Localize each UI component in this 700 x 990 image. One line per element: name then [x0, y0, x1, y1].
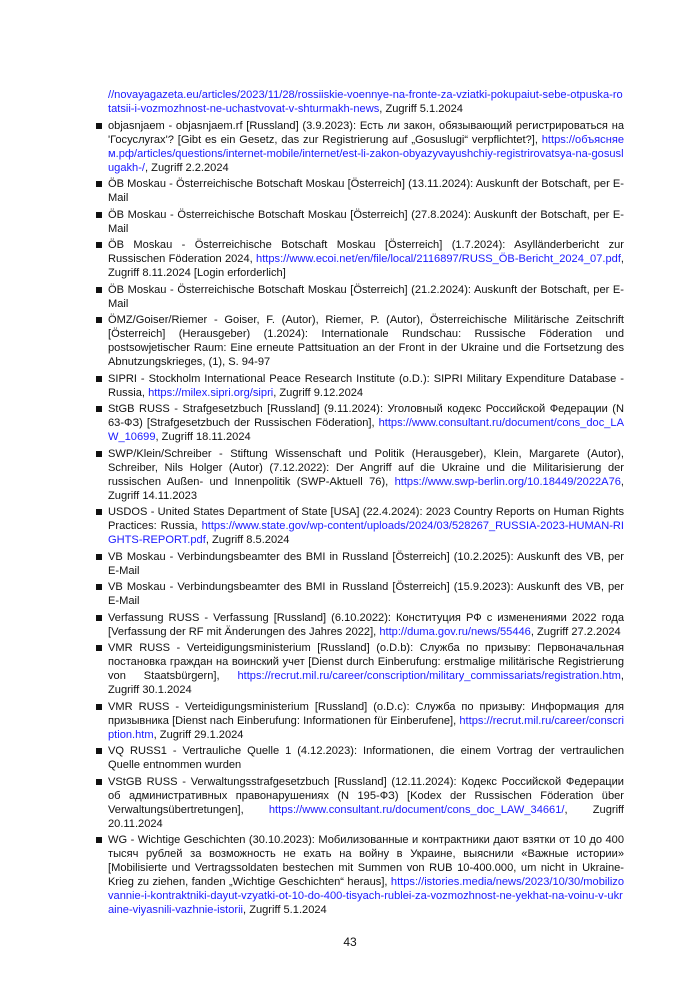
list-item [96, 550, 624, 578]
reference-text: ÖB Moskau - Österreichische Botschaft Moskau [Österreich] (1.7.2024): Asylländerbericht zur Russischen Föderation 2024, [108, 239, 624, 265]
bullet-icon [96, 748, 102, 754]
reference-link[interactable]: https://milex.sipri.org/sipri [148, 386, 274, 399]
reference-text: VMR RUSS - Verteidigungsministerium [Russland] (o.D.c): Служба по призыву: Информация для призывника [Dienst nach Einberufung: Informationen für Einberufene], [108, 700, 624, 727]
reference-link[interactable]: https://объясняем.рф/articles/questions/internet-mobile/internet/est-li-zakon-obyazyvayushchiy-registrirovatsya-na-gosuslugakh-/ [108, 133, 624, 174]
bullet-icon [96, 509, 102, 515]
bullet-icon [96, 212, 102, 218]
page-number: 43 [343, 935, 357, 949]
bullet-icon [96, 123, 102, 129]
reference-link[interactable]: //novayagazeta.eu/articles/2023/11/28/rossiiskie-voennye-na-fronte-za-vziatki-pokupaiut-sebe-otpuska-rotatsii-i-vozmozhnost-ne-uchastvovat-v-shturmakh-news [108, 89, 623, 115]
list-item [96, 641, 624, 697]
reference-text: objasnjaem - objasnjaem.rf [Russland] (3.9.2023): Есть ли закон, обязывающий регистрироваться на 'Госуслугах'? [Gibt es ein Gesetz, das zur Registrierung auf „Gosuslugi“ verpflichtet?], [108, 119, 624, 146]
reference-link[interactable]: https://www.consultant.ru/document/cons_doc_LAW_34661/ [268, 803, 565, 816]
reference-suffix: , Zugriff 9.12.2024 [273, 386, 364, 399]
reference-suffix: , Zugriff 14.11.2023 [108, 475, 624, 502]
reference-text: ÖB Moskau - Österreichische Botschaft Moskau [Österreich] (21.2.2024): Auskunft der Botschaft, per E-Mail [108, 283, 624, 310]
reference-text: USDOS - United States Department of State [USA] (22.4.2024): 2023 Country Reports on Human Rights Practices: Russia, [108, 506, 624, 532]
reference-text: SIPRI - Stockholm International Peace Research Institute (o.D.): SIPRI Military Expenditure Database - Russia, [108, 372, 624, 399]
bullet-icon [96, 584, 102, 590]
reference-suffix: , Zugriff 18.11.2024 [155, 431, 251, 443]
bullet-icon [96, 406, 102, 412]
bullet-icon [96, 615, 102, 621]
list-item [96, 833, 624, 917]
reference-suffix: , Zugriff 27.2.2024 [530, 625, 621, 638]
list-item [96, 505, 624, 547]
bullet-icon [96, 376, 102, 382]
list-item [96, 313, 624, 369]
list-item [96, 700, 624, 742]
reference-link[interactable]: https://istories.media/news/2023/10/30/mobilizovannie-i-kontraktniki-dayut-vzyatki-ot-10-do-400-tisyach-rublei-za-vozmozhnost-ne-yekhat-na-voinu-v-ukraine-viyasnili-vazhnie-istorii [108, 876, 624, 916]
list-item [96, 402, 624, 444]
list-item [96, 580, 624, 608]
reference-text: ÖB Moskau - Österreichische Botschaft Moskau [Österreich] (27.8.2024): Auskunft der Botschaft, per E-Mail [108, 208, 624, 235]
bullet-icon [96, 554, 102, 560]
reference-suffix: , Zugriff 29.1.2024 [153, 728, 244, 741]
bullet-icon [96, 181, 102, 187]
reference-list [96, 88, 624, 920]
bullet-icon [96, 837, 102, 843]
list-item [96, 447, 624, 503]
reference-suffix: , Zugriff 2.2.2024 [145, 161, 229, 174]
reference-suffix: , Zugriff 5.1.2024 [379, 103, 463, 115]
reference-text: SWP/Klein/Schreiber - Stiftung Wissenschaft und Politik (Herausgeber), Klein, Margarete (Autor), Schreiber, Nils Holger (Autor) (7.12.2022): Der Angriff auf die Ukraine und die Militarisierung der russischen Außen- und Innenpolitik (SWP-Aktuell 76), [108, 447, 624, 488]
bullet-icon [96, 645, 102, 651]
bullet-icon [96, 317, 102, 323]
reference-text: StGB RUSS - Strafgesetzbuch [Russland] (9.11.2024): Уголовный кодекс Российской Федерации (N 63-ФЗ) [Strafgesetzbuch der Russischen Föderation], [108, 403, 624, 429]
reference-link[interactable]: https://www.state.gov/wp-content/uploads/2024/03/528267_RUSSIA-2023-HUMAN-RIGHTS-REPORT.pdf [108, 520, 624, 546]
reference-link[interactable]: https://www.swp-berlin.org/10.18449/2022A76 [394, 475, 621, 488]
list-item [96, 744, 624, 772]
list-item [96, 372, 624, 400]
reference-text: WG - Wichtige Geschichten (30.10.2023): Мобилизованные и контрактники дают взятки от 10 до 400 тысяч рублей за возможность не ехать на войну в Украине, выяснили «Важные истории» [Mobilisierte und Vertragssoldaten bestechen mit Summen von RUB 10-400.000, um nicht in Ukraine-Krieg zu ziehen, fanden „Wichtige Geschichten“ heraus], [108, 834, 624, 888]
reference-suffix: , Zugriff 8.11.2024 [Login erforderlich] [108, 253, 624, 279]
reference-link[interactable]: https://www.ecoi.net/en/file/local/2116897/RUSS_ÖB-Bericht_2024_07.pdf [256, 253, 621, 265]
list-item [96, 238, 624, 280]
bullet-icon [96, 242, 102, 248]
reference-link[interactable]: https://recrut.mil.ru/career/conscription/military_commissariats/registration.htm [237, 670, 621, 682]
list-item [96, 283, 624, 311]
bullet-icon [96, 287, 102, 293]
reference-text: VStGB RUSS - Verwaltungsstrafgesetzbuch [Russland] (12.11.2024): Кодекс Российской Федерации об административных правонарушениях (N 195-ФЗ) [Kodex der Russischen Föderation über Verwaltungsübertretungen], [108, 775, 624, 816]
reference-suffix: , Zugriff 30.1.2024 [108, 670, 624, 696]
reference-suffix: , Zugriff 20.11.2024 [108, 803, 625, 830]
reference-text: VB Moskau - Verbindungsbeamter des BMI in Russland [Österreich] (10.2.2025): Auskunft des VB, per E-Mail [108, 550, 624, 577]
reference-text: Verfassung RUSS - Verfassung [Russland] (6.10.2022): Конституция РФ с изменениями 2022 года [Verfassung der RF mit Änderungen des Jahres 2022], [108, 611, 624, 638]
reference-text: VMR RUSS - Verteidigungsministerium [Russland] (o.D.b): Служба по призыву: Первоначальная постановка граждан на воинский учет [Dienst durch Einberufung: erstmalige militärische Registrierung von Staatsbürgern], [108, 642, 624, 682]
reference-suffix: , Zugriff 5.1.2024 [243, 904, 327, 916]
list-item [96, 611, 624, 639]
reference-text: ÖB Moskau - Österreichische Botschaft Moskau [Österreich] (13.11.2024): Auskunft der Botschaft, per E-Mail [108, 178, 624, 204]
reference-link[interactable]: http://duma.gov.ru/news/55446 [379, 625, 531, 638]
bullet-icon [96, 779, 102, 785]
reference-text: ÖMZ/Goiser/Riemer - Goiser, F. (Autor), Riemer, P. (Autor), Österreichische Militärische Zeitschrift [Österreich] (Herausgeber) (1.2024): Internationale Rundschau: Russische Föderation und postsowjetischer Raum: Eine erneute Pattsituation an der Front in der Ukraine und die Fortsetzung des Abnutzungskrieges, (1), S. 94-97 [108, 314, 624, 368]
reference-text: VQ RUSS1 - Vertrauliche Quelle 1 (4.12.2023): Informationen, die einem Vortrag der vertraulichen Quelle entnommen wurden [108, 745, 624, 771]
list-item [96, 177, 624, 205]
list-item [96, 775, 624, 831]
reference-link[interactable]: https://www.consultant.ru/document/cons_doc_LAW_10699 [108, 417, 624, 443]
list-item [96, 119, 624, 175]
bullet-icon [96, 451, 102, 457]
reference-suffix: , Zugriff 8.5.2024 [205, 534, 290, 546]
bullet-icon [96, 704, 102, 710]
reference-text: VB Moskau - Verbindungsbeamter des BMI in Russland [Österreich] (15.9.2023): Auskunft des VB, per E-Mail [108, 581, 624, 607]
list-item-continuation [96, 88, 624, 116]
list-item [96, 208, 624, 236]
reference-link[interactable]: https://recrut.mil.ru/career/conscription.htm [108, 714, 624, 741]
